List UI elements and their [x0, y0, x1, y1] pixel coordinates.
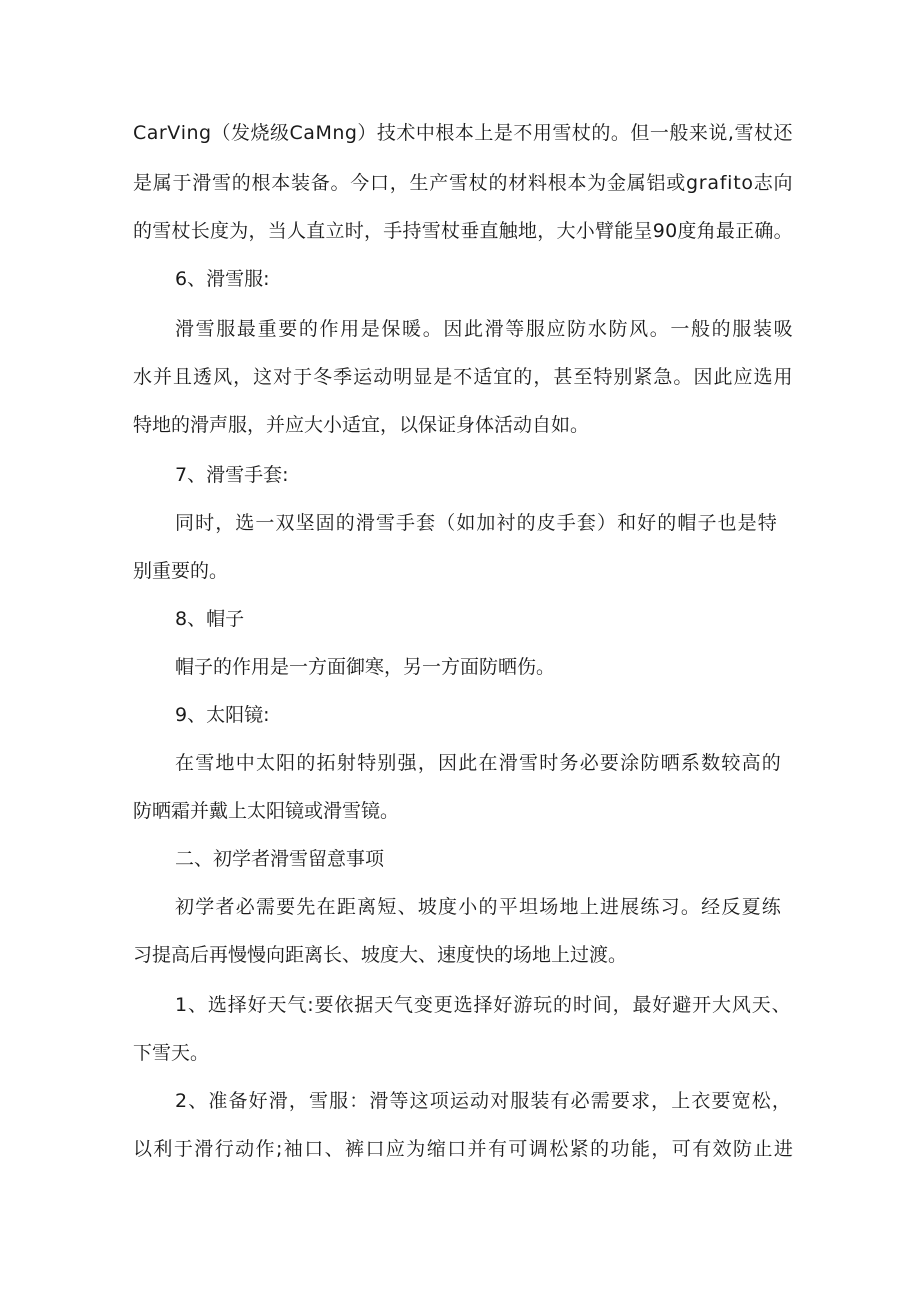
paragraph-line: 是 属 于 滑 雪 的 根 本 装 备 。 今 口 ， 生 产 雪 杖 的 材 料 根 本 为 金 属 铝 或 g r a f i t o 志 向	[133, 172, 793, 194]
paragraph-line: 别重要的。	[133, 560, 229, 582]
section-heading: 二、初学者滑雪留意事项	[175, 848, 385, 870]
paragraph-line: 在 雪 地 中 太 阳 的 拓 射 特 别 强 ， 因 此 在 滑 雪 时 务 必 要 涂 防 晒 系 数 较 高 的	[175, 752, 781, 774]
paragraph-line: 1 、 选 择 好 天 气 : 要 依 据 天 气 变 更 选 择 好 游 玩 的 时 间 ， 最 好 避 开 大 风 天 、	[175, 994, 791, 1016]
paragraph-line: 下雪天。	[133, 1042, 210, 1064]
section-heading: 9、太阳镜:	[175, 704, 270, 726]
paragraph-line: 防晒霜并戴上太阳镜或滑雪镜。	[133, 800, 400, 822]
section-heading: 7、滑雪手套:	[175, 464, 289, 486]
paragraph-line: 以 利 于 滑 行 动 作 ; 袖 口 、 裤 口 应 为 缩 口 并 有 可 调 松 紧 的 功 能 ， 可 有 效 防 止 进	[133, 1138, 793, 1160]
paragraph-line: 习提高后再慢慢向距离长、坡度大、速度快的场地上过渡。	[133, 944, 628, 966]
paragraph-line: 2 、 准 备 好 滑 ， 雪 服 ： 滑 等 这 项 运 动 对 服 装 有 必 需 要 求 ， 上 衣 要 宽 松 ，	[175, 1090, 791, 1112]
paragraph-line: 水 并 且 透 风 ， 这 对 于 冬 季 运 动 明 显 是 不 适 宜 的 ， 甚 至 特 别 紧 急 。 因 此 应 选 用	[133, 366, 793, 388]
paragraph-line: 帽子的作用是一方面御寒，另一方面防晒伤。	[175, 656, 556, 678]
paragraph-line: 初 学 者 必 需 要 先 在 距 离 短 、 坡 度 小 的 平 坦 场 地 上 进 展 练 习 。 经 反 夏 练	[175, 896, 781, 918]
section-heading: 6、滑雪服:	[175, 268, 270, 290]
paragraph-line: 的 雪 杖 长 度 为 ， 当 人 直 立 时 ， 手 持 雪 杖 垂 直 触 地 ， 大 小 臂 能 呈 9 0 度 角 最 正 确 。	[133, 220, 793, 242]
section-heading: 8、帽子	[175, 608, 245, 630]
paragraph-line: 特地的滑声服，并应大小适宜，以保证身体活动自如。	[133, 414, 590, 436]
paragraph-line: C a r V i n g （ 发 烧 级 C a M n g ） 技 术 中 根 本 上 是 不 用 雪 杖 的 。 但 一 般 来 说 , 雪 杖 还	[133, 122, 793, 144]
paragraph-line: 滑 雪 服 最 重 要 的 作 用 是 保 暖 。 因 此 滑 等 服 应 防 水 防 风 。 一 般 的 服 装 吸	[175, 318, 793, 340]
paragraph-line: 同 时 ， 选 一 双 坚 固 的 滑 雪 手 套 （ 如 加 衬 的 皮 手 套 ） 和 好 的 帽 子 也 是 特	[175, 512, 777, 534]
